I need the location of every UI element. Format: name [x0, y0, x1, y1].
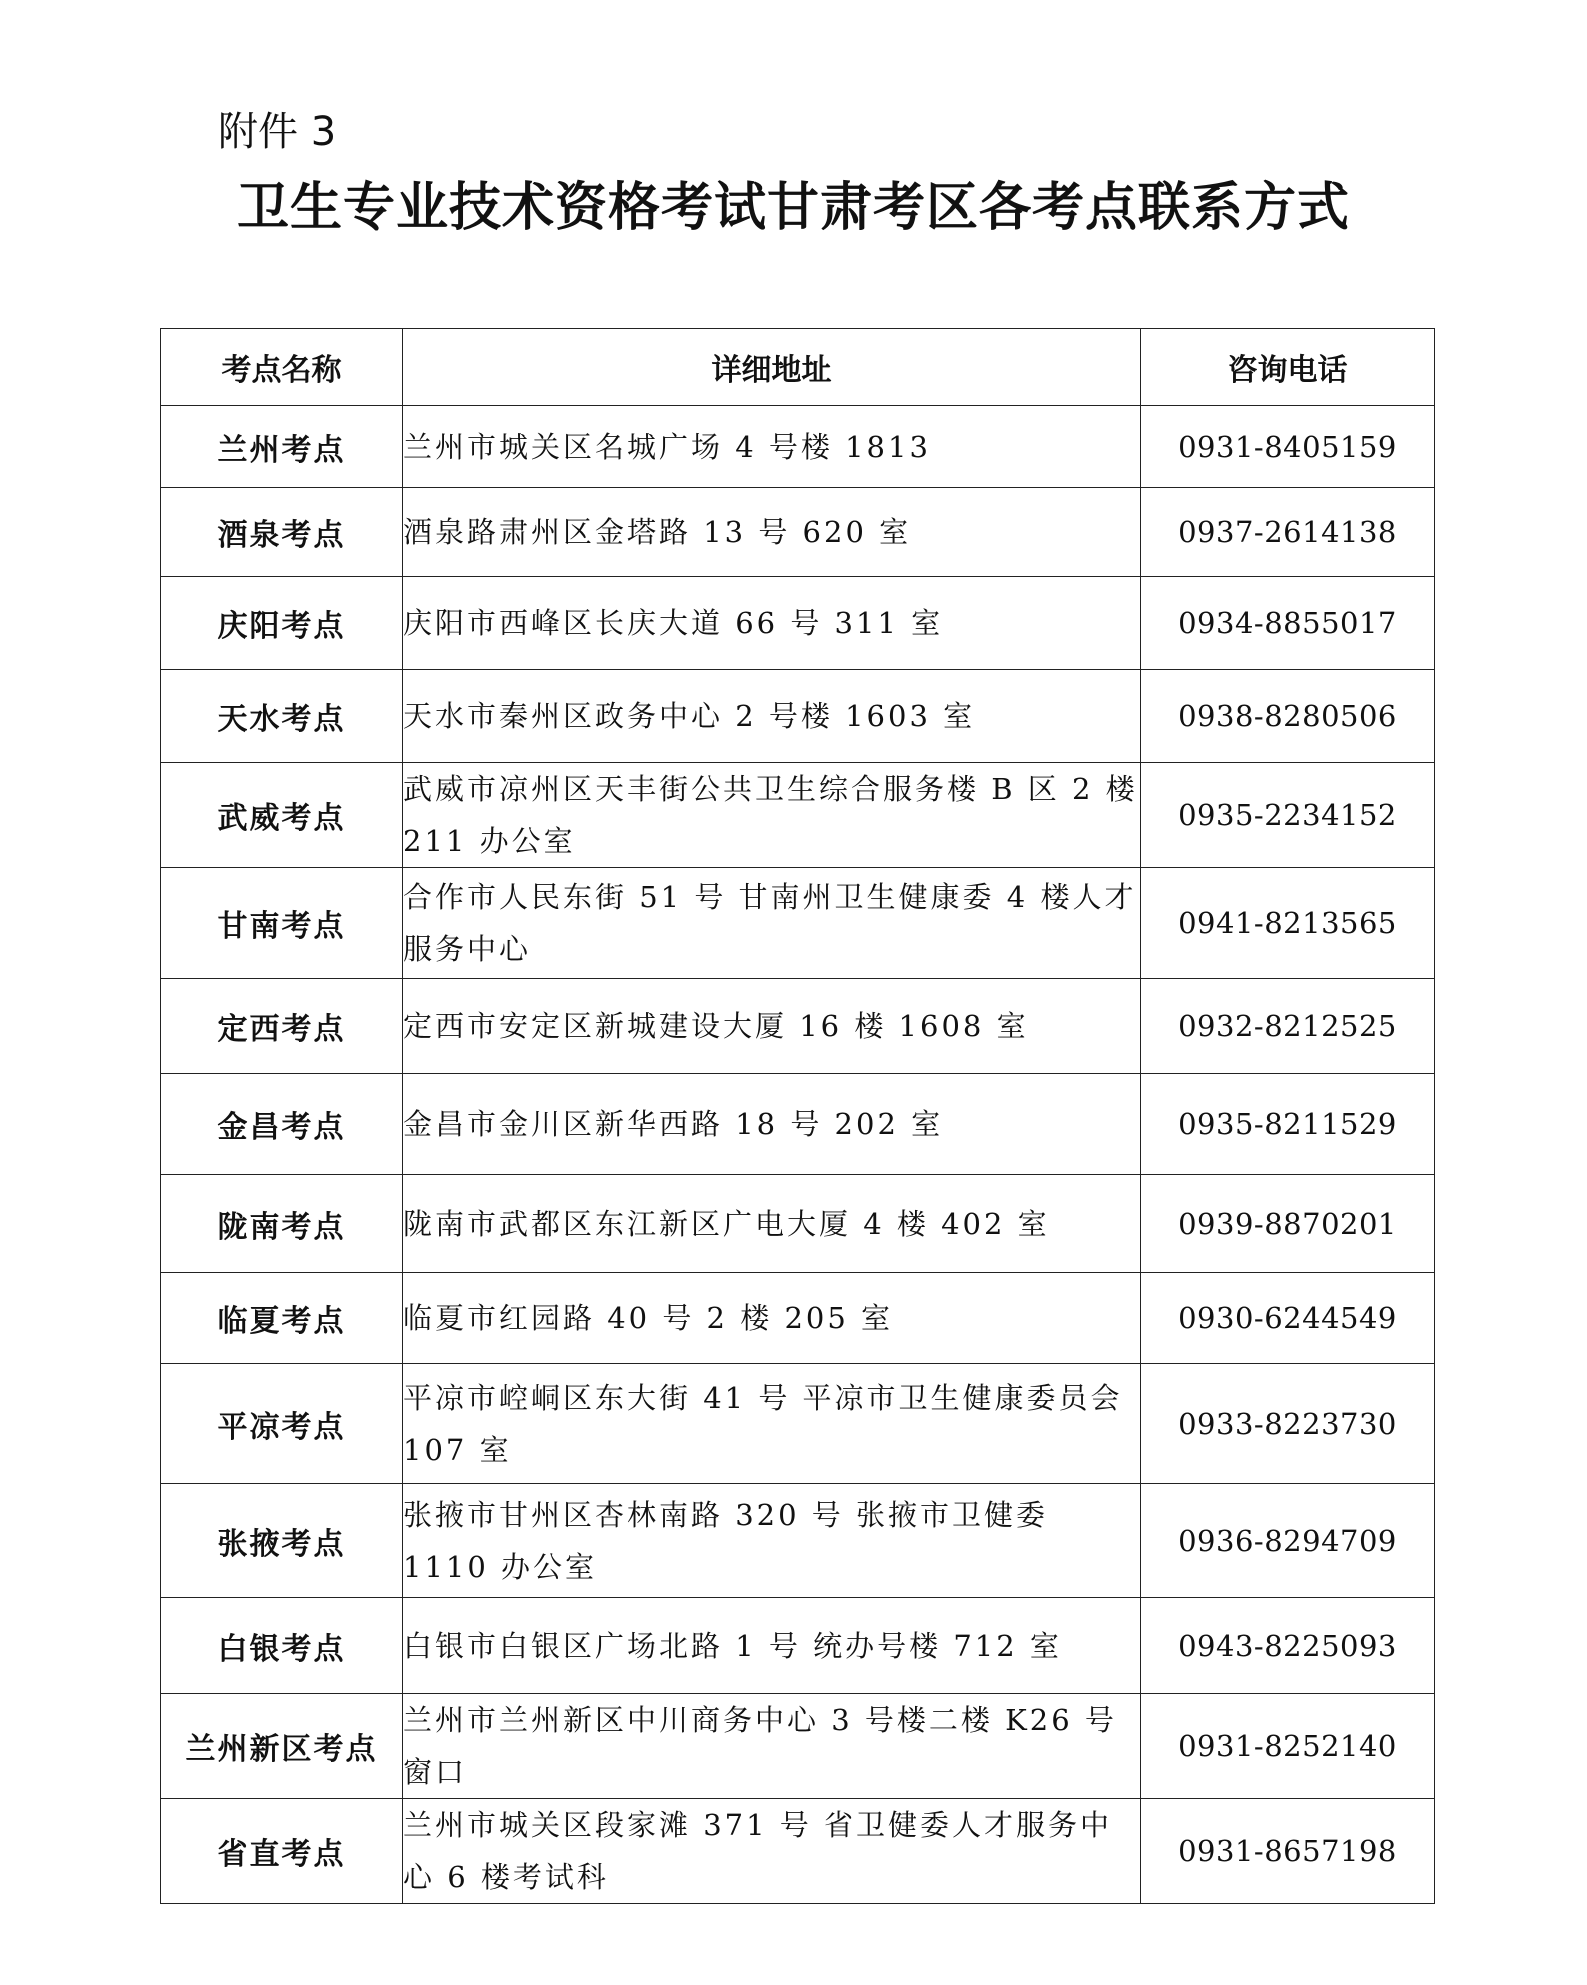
site-address: 张掖市甘州区杏林南路 320 号 张掖市卫健委 1110 办公室 — [403, 1484, 1141, 1598]
site-phone: 0939-8870201 — [1141, 1175, 1435, 1273]
site-phone: 0933-8223730 — [1141, 1364, 1435, 1484]
site-phone: 0937-2614138 — [1141, 488, 1435, 577]
site-phone: 0932-8212525 — [1141, 979, 1435, 1074]
table-row — [161, 1799, 1435, 1904]
site-name: 酒泉考点 — [161, 488, 403, 577]
site-name: 兰州新区考点 — [161, 1694, 403, 1799]
table-row — [161, 1273, 1435, 1364]
header-phone: 咨询电话 — [1141, 329, 1435, 406]
table-row — [161, 1074, 1435, 1175]
site-phone: 0931-8405159 — [1141, 406, 1435, 488]
site-phone: 0938-8280506 — [1141, 670, 1435, 763]
site-name: 临夏考点 — [161, 1273, 403, 1364]
site-phone: 0931-8657198 — [1141, 1799, 1435, 1904]
site-name: 甘南考点 — [161, 868, 403, 979]
table-row — [161, 763, 1435, 868]
site-phone: 0934-8855017 — [1141, 577, 1435, 670]
page-title: 卫生专业技术资格考试甘肃考区各考点联系方式 — [236, 178, 1350, 238]
site-name: 平凉考点 — [161, 1364, 403, 1484]
table-row — [161, 868, 1435, 979]
site-address: 临夏市红园路 40 号 2 楼 205 室 — [403, 1273, 1141, 1364]
site-address: 武威市凉州区天丰街公共卫生综合服务楼 B 区 2 楼 211 办公室 — [403, 763, 1141, 868]
contacts-table — [160, 328, 1435, 1904]
site-address: 兰州市城关区名城广场 4 号楼 1813 — [403, 406, 1141, 488]
site-address: 庆阳市西峰区长庆大道 66 号 311 室 — [403, 577, 1141, 670]
site-address: 定西市安定区新城建设大厦 16 楼 1608 室 — [403, 979, 1141, 1074]
table-row — [161, 1598, 1435, 1694]
site-address: 兰州市兰州新区中川商务中心 3 号楼二楼 K26 号窗口 — [403, 1694, 1141, 1799]
site-phone: 0943-8225093 — [1141, 1598, 1435, 1694]
site-name: 定西考点 — [161, 979, 403, 1074]
site-name: 白银考点 — [161, 1598, 403, 1694]
site-phone: 0935-8211529 — [1141, 1074, 1435, 1175]
site-name: 张掖考点 — [161, 1484, 403, 1598]
table-header-row — [161, 329, 1435, 406]
header-address: 详细地址 — [403, 329, 1141, 406]
site-phone: 0936-8294709 — [1141, 1484, 1435, 1598]
table-row — [161, 406, 1435, 488]
site-address: 兰州市城关区段家滩 371 号 省卫健委人才服务中心 6 楼考试科 — [403, 1799, 1141, 1904]
attachment-label: 附件 3 — [218, 109, 337, 155]
site-address: 白银市白银区广场北路 1 号 统办号楼 712 室 — [403, 1598, 1141, 1694]
site-name: 天水考点 — [161, 670, 403, 763]
site-phone: 0935-2234152 — [1141, 763, 1435, 868]
site-name: 陇南考点 — [161, 1175, 403, 1273]
site-address: 合作市人民东街 51 号 甘南州卫生健康委 4 楼人才服务中心 — [403, 868, 1141, 979]
site-phone: 0941-8213565 — [1141, 868, 1435, 979]
table-row — [161, 488, 1435, 577]
site-address: 平凉市崆峒区东大街 41 号 平凉市卫生健康委员会 107 室 — [403, 1364, 1141, 1484]
table-row — [161, 1175, 1435, 1273]
site-address: 陇南市武都区东江新区广电大厦 4 楼 402 室 — [403, 1175, 1141, 1273]
site-name: 兰州考点 — [161, 406, 403, 488]
site-name: 武威考点 — [161, 763, 403, 868]
table-row — [161, 670, 1435, 763]
site-name: 金昌考点 — [161, 1074, 403, 1175]
table-row — [161, 577, 1435, 670]
site-address: 酒泉路肃州区金塔路 13 号 620 室 — [403, 488, 1141, 577]
site-address: 天水市秦州区政务中心 2 号楼 1603 室 — [403, 670, 1141, 763]
site-phone: 0930-6244549 — [1141, 1273, 1435, 1364]
table-row — [161, 1484, 1435, 1598]
site-name: 省直考点 — [161, 1799, 403, 1904]
table-row — [161, 1364, 1435, 1484]
table-row — [161, 979, 1435, 1074]
site-address: 金昌市金川区新华西路 18 号 202 室 — [403, 1074, 1141, 1175]
table-row — [161, 1694, 1435, 1799]
site-phone: 0931-8252140 — [1141, 1694, 1435, 1799]
site-name: 庆阳考点 — [161, 577, 403, 670]
header-site-name: 考点名称 — [161, 329, 403, 406]
